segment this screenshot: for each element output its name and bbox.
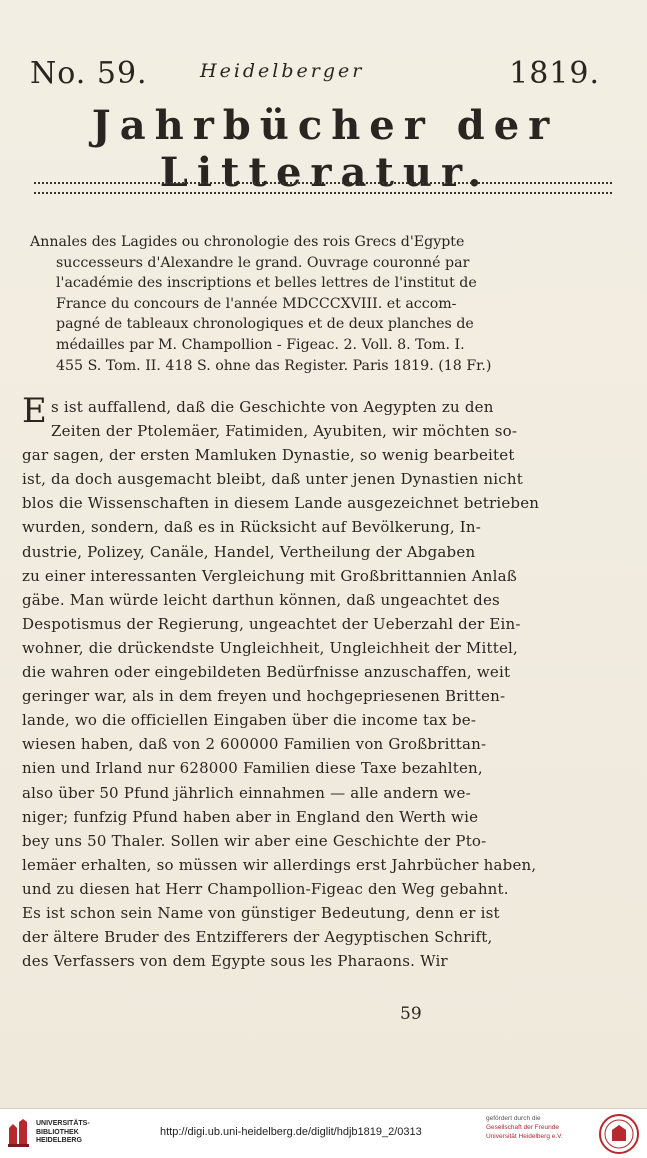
body-line: Es ist schon sein Name von günstiger Bedeutung, denn er ist <box>22 903 500 922</box>
journal-title: Jahrbücher der Litteratur. <box>91 102 559 196</box>
citation-line: médailles par M. Champollion - Figeac. 2. Voll. 8. Tom. I. <box>56 336 465 353</box>
citation-line: l'académie des inscriptions et belles lettres de l'institut de <box>56 275 477 292</box>
citation-line: Annales des Lagides ou chronologie des rois Grecs d'Egypte <box>30 234 465 250</box>
body-line: der ältere Bruder des Entzifferers der Aegyptischen Schrift, <box>22 928 493 947</box>
citation-line: 455 S. Tom. II. 418 S. ohne das Register. Paris 1819. (18 Fr.) <box>56 357 492 374</box>
body-line: dustrie, Polizey, Canäle, Handel, Vertheilung der Abgaben <box>22 542 476 561</box>
citation-line: pagné de tableaux chronologiques et de deux planches de <box>56 316 474 333</box>
header-year: 1819. <box>509 56 600 91</box>
body-line: wiesen haben, daß von 2 600000 Familien von Großbrittan- <box>22 735 487 754</box>
body-line: niger; funfzig Pfund haben aber in England den Werth wie <box>22 807 479 826</box>
body-line: die wahren oder eingebildeten Bedürfnisse anzuschaffen, weit <box>22 663 511 682</box>
body-line: und zu diesen hat Herr Champollion-Figeac den Weg gebahnt. <box>22 879 509 898</box>
viewer-footer <box>0 1108 647 1158</box>
body-line: nien und Irland nur 628000 Familien diese Taxe bezahlten, <box>22 759 483 778</box>
body-line: zu einer interessanten Vergleichung mit Großbrittannien Anlaß <box>22 566 518 585</box>
body-line: gäbe. Man würde leicht darthun können, daß ungeachtet des <box>22 590 500 609</box>
body-line: lande, wo die officiellen Eingaben über die income tax be- <box>22 711 477 730</box>
body-line: blos die Wissenschaften in diesem Lande ausgezeichnet betrieben <box>22 494 540 513</box>
body-line: Despotismus der Regierung, ungeachtet der Ueberzahl der Ein- <box>22 614 521 633</box>
university-seal-icon <box>598 1113 640 1155</box>
page-number: 59 <box>400 1004 422 1024</box>
body-line: also über 50 Pfund jährlich einnahmen — alle andern we- <box>22 783 471 802</box>
page-header <box>30 56 620 96</box>
body-text <box>22 391 622 973</box>
library-name: UNIVERSITÄTS- BIBLIOTHEK HEIDELBERG <box>36 1120 90 1144</box>
review-citation <box>30 232 622 376</box>
ornamental-rule <box>34 182 612 194</box>
body-line: wurden, sondern, daß es in Rücksicht auf Bevölkerung, In- <box>22 518 482 537</box>
body-line: gar sagen, der ersten Mamluken Dynastie, so wenig bearbeitet <box>22 446 515 465</box>
sponsor-credit: gefördert durch die Gesellschaft der Freunde Universität Heidelberg e.V. <box>486 1115 563 1140</box>
body-line: wohner, die drückendste Ungleichheit, Ungleichheit der Mittel, <box>22 638 518 657</box>
citation-line: France du concours de l'année MDCCCXVIII. et accom- <box>56 295 457 312</box>
body-line: geringer war, als in dem freyen und hochgepriesenen Britten- <box>22 687 506 706</box>
drop-cap: E <box>22 391 48 431</box>
body-line: s ist auffallend, daß die Geschichte von Aegypten zu den <box>51 398 494 416</box>
body-line: lemäer erhalten, so müssen wir allerdings erst Jahrbücher haben, <box>22 855 537 874</box>
university-library-logo-icon <box>6 1118 32 1148</box>
permalink-url[interactable]: http://digi.ub.uni-heidelberg.de/diglit/hdjb1819_2/0313 <box>160 1126 422 1138</box>
body-line: des Verfassers von dem Egypte sous les Pharaons. Wir <box>22 952 448 971</box>
header-city: Heidelberger <box>200 60 365 82</box>
body-line: Zeiten der Ptolemäer, Fatimiden, Ayubiten, wir möchten so- <box>51 422 518 441</box>
citation-line: successeurs d'Alexandre le grand. Ouvrage couronné par <box>56 254 470 271</box>
issue-number: No. 59. <box>30 56 148 91</box>
body-line: ist, da doch ausgemacht bleibt, daß unter jenen Dynastien nicht <box>22 470 523 489</box>
body-line: bey uns 50 Thaler. Sollen wir aber eine Geschichte der Pto- <box>22 831 487 850</box>
